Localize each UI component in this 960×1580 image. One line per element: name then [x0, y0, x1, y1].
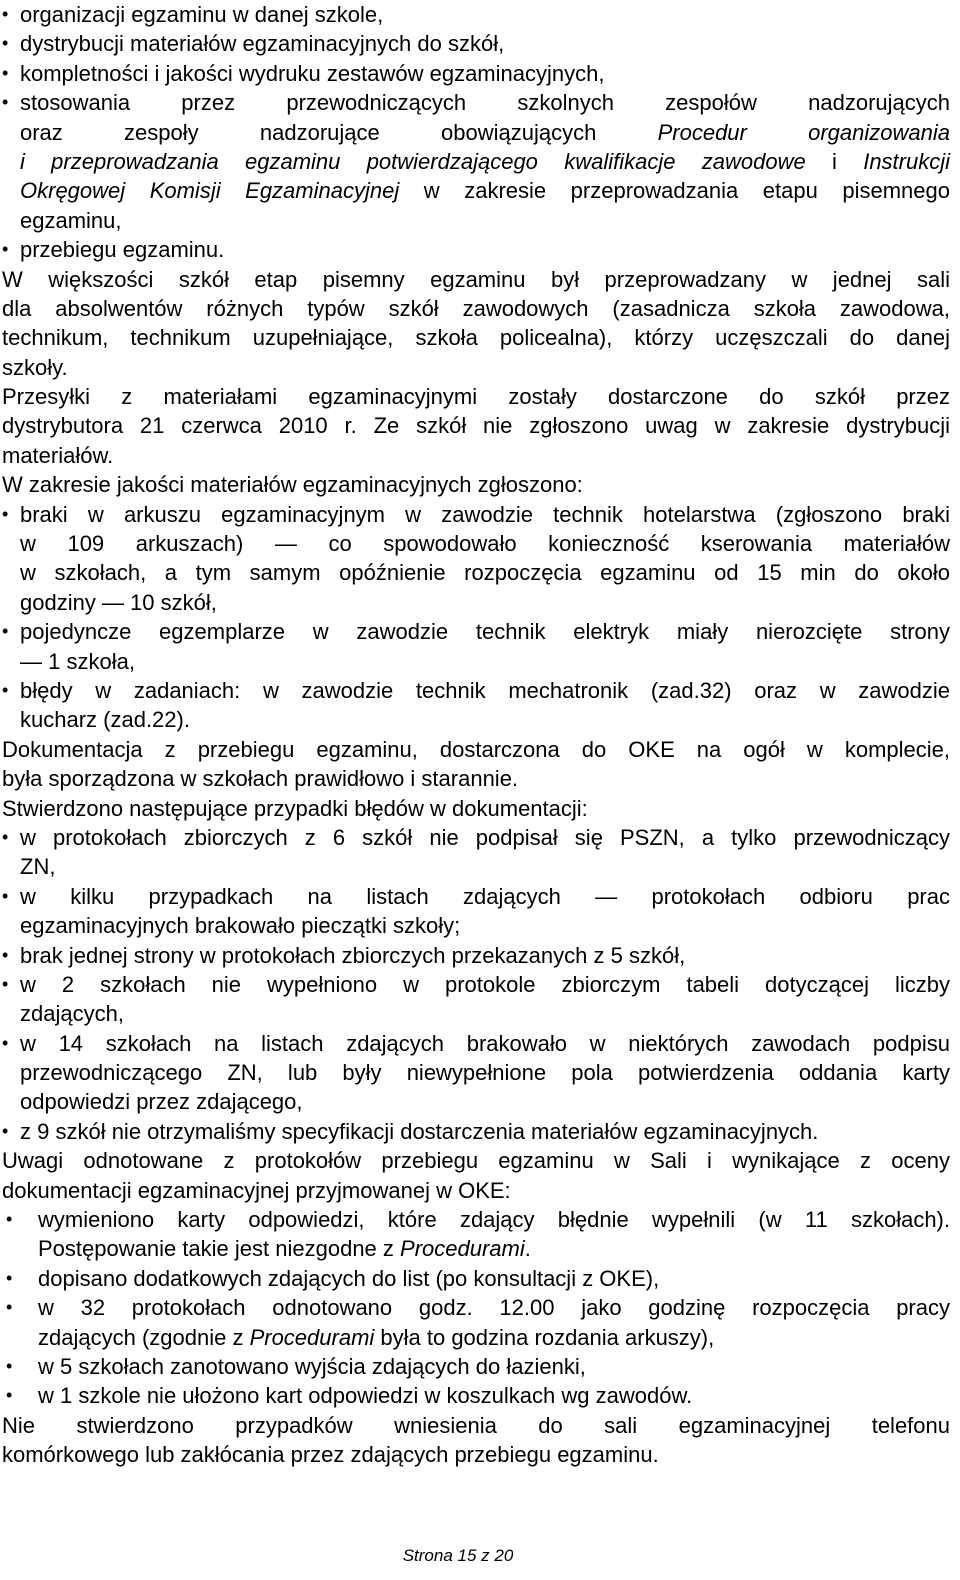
line-text: w 5 szkołach zanotowano wyjścia zdających do łazienki, [38, 1353, 586, 1379]
text-line [2, 147, 950, 176]
text-line [2, 794, 950, 823]
line-text: organizacji egzaminu w danej szkole, [20, 2, 384, 27]
text-line [2, 1352, 950, 1381]
line-text: Nie stwierdzono przypadków wniesienia do sali egzaminacyjnej telefonu [2, 1412, 950, 1438]
line-text: Postępowanie takie jest niezgodne z Procedurami. [38, 1236, 531, 1262]
line-text: szkoły. [2, 354, 68, 380]
bullet-icon: • [2, 62, 9, 83]
bullet-icon: • [2, 1032, 9, 1053]
bullet-icon: • [2, 239, 9, 260]
bullet-icon: • [6, 1385, 13, 1406]
text-line [2, 941, 950, 970]
text-line [2, 764, 950, 793]
bullet-icon: • [2, 33, 9, 54]
text-line [2, 1440, 950, 1469]
line-text: Uwagi odnotowane z protokołów przebiegu egzaminu w Sali i wynikające z oceny [2, 1148, 950, 1174]
text-line [2, 882, 950, 911]
bullet-icon: • [2, 621, 9, 642]
line-text: ZN, [20, 854, 56, 880]
text-line [2, 529, 950, 558]
text-line [2, 1029, 950, 1058]
line-text: W większości szkół etap pisemny egzaminu był przeprowadzany w jednej sali [2, 266, 950, 292]
line-text: Okręgowej Komisji Egzaminacyjnej w zakresie przeprowadzania etapu pisemnego [20, 178, 950, 204]
line-text: przebiegu egzaminu. [20, 237, 225, 263]
text-line [2, 852, 950, 881]
document-body [2, 0, 950, 1470]
line-text: dystrybucji materiałów egzaminacyjnych do szkół, [20, 31, 505, 57]
line-text: — 1 szkoła, [20, 648, 135, 674]
bullet-icon: • [6, 1267, 13, 1288]
text-line [2, 500, 950, 529]
text-line [2, 441, 950, 470]
line-text: dokumentacji egzaminacyjnej przyjmowanej w OKE: [2, 1177, 511, 1203]
text-line [2, 118, 950, 147]
bullet-icon: • [2, 885, 9, 906]
text-line [2, 294, 950, 323]
bullet-icon: • [2, 973, 9, 994]
text-line [2, 823, 950, 852]
text-line [2, 206, 950, 235]
line-text: dopisano dodatkowych zdających do list (po konsultacji z OKE), [38, 1265, 660, 1291]
text-line [2, 382, 950, 411]
line-text: i przeprowadzania egzaminu potwierdzającego kwalifikacje zawodowe i Instrukcji [20, 148, 950, 174]
text-line [2, 558, 950, 587]
bullet-icon: • [2, 826, 9, 847]
text-line [2, 588, 950, 617]
text-line [2, 353, 950, 382]
text-line [2, 911, 950, 940]
text-line [2, 735, 950, 764]
line-text: dla absolwentów różnych typów szkół zawodowych (zasadnicza szkoła zawodowa, [2, 295, 950, 321]
text-line [2, 411, 950, 440]
line-text: egzaminacyjnych brakowało pieczątki szkoły; [20, 913, 461, 939]
line-text: w protokołach zbiorczych z 6 szkół nie podpisał się PSZN, a tylko przewodniczący [20, 824, 950, 850]
line-text: braki w arkuszu egzaminacyjnym w zawodzie technik hotelarstwa (zgłoszono braki [20, 501, 950, 527]
text-line [2, 1205, 950, 1234]
bullet-icon: • [2, 503, 9, 524]
page-footer: Strona 15 z 20 [402, 1546, 514, 1565]
text-line [2, 323, 950, 352]
line-text: oraz zespoły nadzorujące obowiązujących Procedur organizowania [20, 119, 950, 145]
line-text: z 9 szkół nie otrzymaliśmy specyfikacji dostarczenia materiałów egzaminacyjnych. [20, 1118, 819, 1144]
text-line [2, 88, 950, 117]
bullet-icon: • [2, 4, 9, 24]
line-text: brak jednej strony w protokołach zbiorczych przekazanych z 5 szkół, [20, 942, 686, 968]
line-text: zdających, [20, 1001, 124, 1027]
bullet-icon: • [2, 1120, 9, 1141]
text-line [2, 1323, 950, 1352]
line-text: kucharz (zad.22). [20, 707, 190, 733]
line-text: technikum, technikum uzupełniające, szkoła policealna), którzy uczęszczali do danej [2, 325, 950, 351]
bullet-icon: • [2, 679, 9, 700]
line-text: dystrybutora 21 czerwca 2010 r. Ze szkół nie zgłoszono uwag w zakresie dystrybucji [2, 413, 950, 439]
text-line [2, 970, 950, 999]
line-text: w 14 szkołach na listach zdających brakowało w niektórych zawodach podpisu [20, 1030, 950, 1056]
line-text: w 109 arkuszach) — co spowodowało konieczność kserowania materiałów [20, 531, 950, 557]
text-line [2, 1293, 950, 1322]
bullet-icon: • [6, 1297, 13, 1318]
line-text: błędy w zadaniach: w zawodzie technik mechatronik (zad.32) oraz w zawodzie [20, 677, 950, 703]
text-line [2, 647, 950, 676]
text-line [2, 705, 950, 734]
line-text: w 1 szkole nie ułożono kart odpowiedzi w koszulkach wg zawodów. [38, 1383, 693, 1409]
line-text: w szkołach, a tym samym opóźnienie rozpoczęcia egzaminu od 15 min do około [20, 560, 950, 586]
text-line [2, 470, 950, 499]
text-line [2, 999, 950, 1028]
line-text: komórkowego lub zakłócania przez zdających przebiegu egzaminu. [2, 1442, 659, 1468]
line-text: godziny — 10 szkół, [20, 589, 217, 615]
line-text: zdających (zgodnie z Procedurami była to godzina rozdania arkuszy), [38, 1324, 715, 1350]
text-line [2, 1058, 950, 1087]
line-text: pojedyncze egzemplarze w zawodzie technik elektryk miały nierozcięte strony [20, 619, 950, 645]
line-text: materiałów. [2, 442, 114, 468]
text-line [2, 1264, 950, 1293]
text-line [2, 1234, 950, 1263]
text-line [2, 176, 950, 205]
line-text: w kilku przypadkach na listach zdających — protokołach odbioru prac [20, 883, 950, 909]
text-line [2, 617, 950, 646]
line-text: egzaminu, [20, 207, 122, 233]
line-text: w 32 protokołach odnotowano godz. 12.00 jako godzinę rozpoczęcia pracy [38, 1295, 950, 1321]
line-text: Dokumentacja z przebiegu egzaminu, dostarczona do OKE na ogół w komplecie, [2, 736, 950, 762]
bullet-icon: • [6, 1355, 13, 1376]
line-text: Stwierdzono następujące przypadki błędów w dokumentacji: [2, 795, 588, 821]
text-line [2, 1087, 950, 1116]
bullet-icon: • [6, 1209, 13, 1230]
line-text: Przesyłki z materiałami egzaminacyjnymi zostały dostarczone do szkół przez [2, 384, 950, 410]
line-text: kompletności i jakości wydruku zestawów egzaminacyjnych, [20, 60, 605, 86]
text-line [2, 0, 950, 29]
line-text: stosowania przez przewodniczących szkolnych zespołów nadzorujących [20, 90, 950, 116]
line-text: w 2 szkołach nie wypełniono w protokole zbiorczym tabeli dotyczącej liczby [20, 971, 950, 997]
text-line [2, 1176, 950, 1205]
line-text: była sporządzona w szkołach prawidłowo i starannie. [2, 766, 519, 792]
bullet-icon: • [2, 944, 9, 965]
text-line [2, 29, 950, 58]
text-line [2, 59, 950, 88]
line-text: W zakresie jakości materiałów egzaminacyjnych zgłoszono: [2, 472, 583, 498]
text-line [2, 235, 950, 264]
text-line [2, 676, 950, 705]
text-line [2, 265, 950, 294]
line-text: odpowiedzi przez zdającego, [20, 1089, 303, 1115]
text-line [2, 1117, 950, 1146]
text-line [2, 1411, 950, 1440]
text-line [2, 1381, 950, 1410]
text-line [2, 1146, 950, 1175]
line-text: wymieniono karty odpowiedzi, które zdający błędnie wypełnili (w 11 szkołach). [38, 1207, 950, 1233]
line-text: przewodniczącego ZN, lub były niewypełnione pola potwierdzenia oddania karty [20, 1060, 950, 1086]
bullet-icon: • [2, 92, 9, 113]
